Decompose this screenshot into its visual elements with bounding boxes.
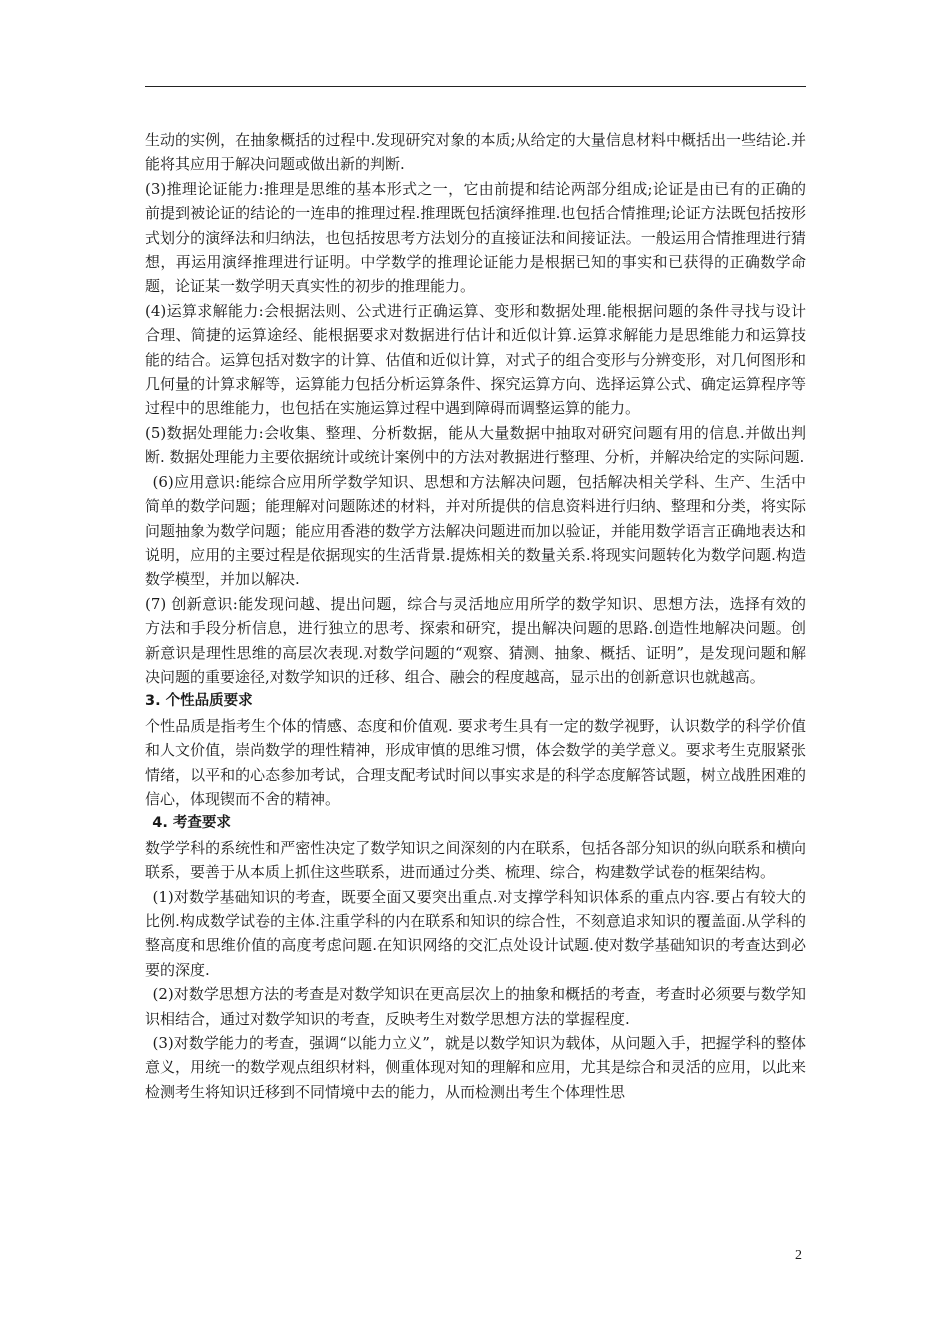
paragraph-basic-knowledge: (1)对数学基础知识的考查，既要全面又要突出重点.对支撑学科知识体系的重点内容.要占有较大的比例.构成数学试卷的主体.注重学科的内在联系和知识的综合性，不刻意追求知识的覆盖面.从学科的整高度和思维价值的高度考虑问题.在知识网络的交汇点处设计试题.使对数学基础知识的考查达到必要的深度. <box>145 887 806 979</box>
document-body <box>145 128 806 1104</box>
paragraph-computation-ability: (4)运算求解能力:会根据法则、公式进行正确运算、变形和数据处理.能根据问题的条件寻找与设计合理、简捷的运算途经、能根据要求对数据进行估计和近似计算.运算求解能力是思维能力和运算技能的结合。运算包括对数字的计算、估值和近似计算，对式子的组合变形与分辨变形，对几何图形和几何量的计算求解等，运算能力包括分析运算条件、探究运算方向、选择运算公式、确定运算程序等过程中的思维能力，也包括在实施运算过程中遇到障碍而调整运算的能力。 <box>145 301 806 418</box>
paragraph-thinking-methods: (2)对数学思想方法的考查是对数学知识在更高层次上的抽象和概括的考查，考查时必须要与数学知识相结合，通过对数学知识的考查，反映考生对数学思想方法的掌握程度. <box>145 985 806 1028</box>
paragraph-ability-examination: (3)对数学能力的考查，强调“以能力立义”，就是以数学知识为载体，从问题入手，把握学科的整体意义，用统一的数学观点组织材料，侧重体现对知的理解和应用，尤其是综合和灵活的应用，以此来检测考生将知识迁移到不同情境中去的能力，从而检测出考生个体理性思 <box>145 1034 806 1101</box>
section-heading-examination: 4. 考查要求 <box>152 815 231 832</box>
paragraph-continuation: 生动的实例，在抽象概括的过程中.发现研究对象的本质;从给定的大量信息材料中概括出一些结论.并能将其应用于解决问题或做出新的判断. <box>145 131 806 174</box>
paragraph-data-processing: (5)数据处理能力:会收集、整理、分析数据，能从大量数据中抽取对研究问题有用的信息.并做出判断. 数据处理能力主要依据统计或统计案例中的方法对教据进行整理、分析，并解决给定的实际问题. <box>145 423 806 467</box>
section-heading-personal-quality: 3. 个性品质要求 <box>145 693 253 710</box>
header-rule <box>145 86 806 87</box>
paragraph-innovation-awareness: (7) 创新意识:能发现问越、提出问题，综合与灵活地应用所学的数学知识、思想方法，选择有效的方法和手段分析信息，进行独立的思考、探索和研究，提出解决问题的思路.创造性地解决问题。创新意识是理性思维的高层次表现.对数学问题的“观察、猜测、抽象、概括、证明”，是发现问题和解决问题的重要途径,对数学知识的迁移、组合、融会的程度越高，显示出的创新意识也就越高。 <box>145 594 806 686</box>
page-number: 2 <box>795 1248 802 1263</box>
paragraph-application-awareness: (6)应用意识:能综合应用所学数学知识、思想和方法解决问题，包括解决相关学科、生产、生活中简单的数学问题；能理解对问题陈述的材料，并对所提供的信息资料进行归纳、整理和分类，将实际问题抽象为数学问题；能应用香港的数学方法解决问题进而加以验证，并能用数学语言正确地表达和说明，应用的主要过程是依据现实的生活背景.提炼相关的数量关系.将现实问题转化为数学问题.构造数学模型，并加以解决. <box>145 472 806 589</box>
paragraph-personal-quality: 个性品质是指考生个体的情感、态度和价值观. 要求考生具有一定的数学视野，认识数学的科学价值和人文价值，崇尚数学的理性精神，形成审慎的思维习惯，体会数学的美学意义。要求考生克服紧张情绪，以平和的心态参加考试，合理支配考试时间以事实求是的科学态度解答试题，树立战胜困难的信心，体现锲而不舍的精神。 <box>145 716 806 808</box>
paragraph-reasoning-ability: (3)推理论证能力:推理是思维的基本形式之一，它由前提和结论两部分组成;论证是由已有的正确的前提到被论证的结论的一连串的推理过程.推理既包括演绎推理.也包括合情推理;论证方法既包括按形式划分的演绎法和归纳法，也包括按思考方法划分的直接证法和间接证法。一般运用合情推理进行猜想，再运用演绎推理进行证明。中学数学的推理论证能力是根据已知的事实和已获得的正确数学命题，论证某一数学明天真实性的初步的推理能力。 <box>145 179 806 296</box>
paragraph-examination-intro: 数学学科的系统性和严密性决定了数学知识之间深刻的内在联系，包括各部分知识的纵向联系和横向联系，要善于从本质上抓住这些联系，进而通过分类、梳理、综合，构建数学试卷的框架结构。 <box>145 838 806 882</box>
